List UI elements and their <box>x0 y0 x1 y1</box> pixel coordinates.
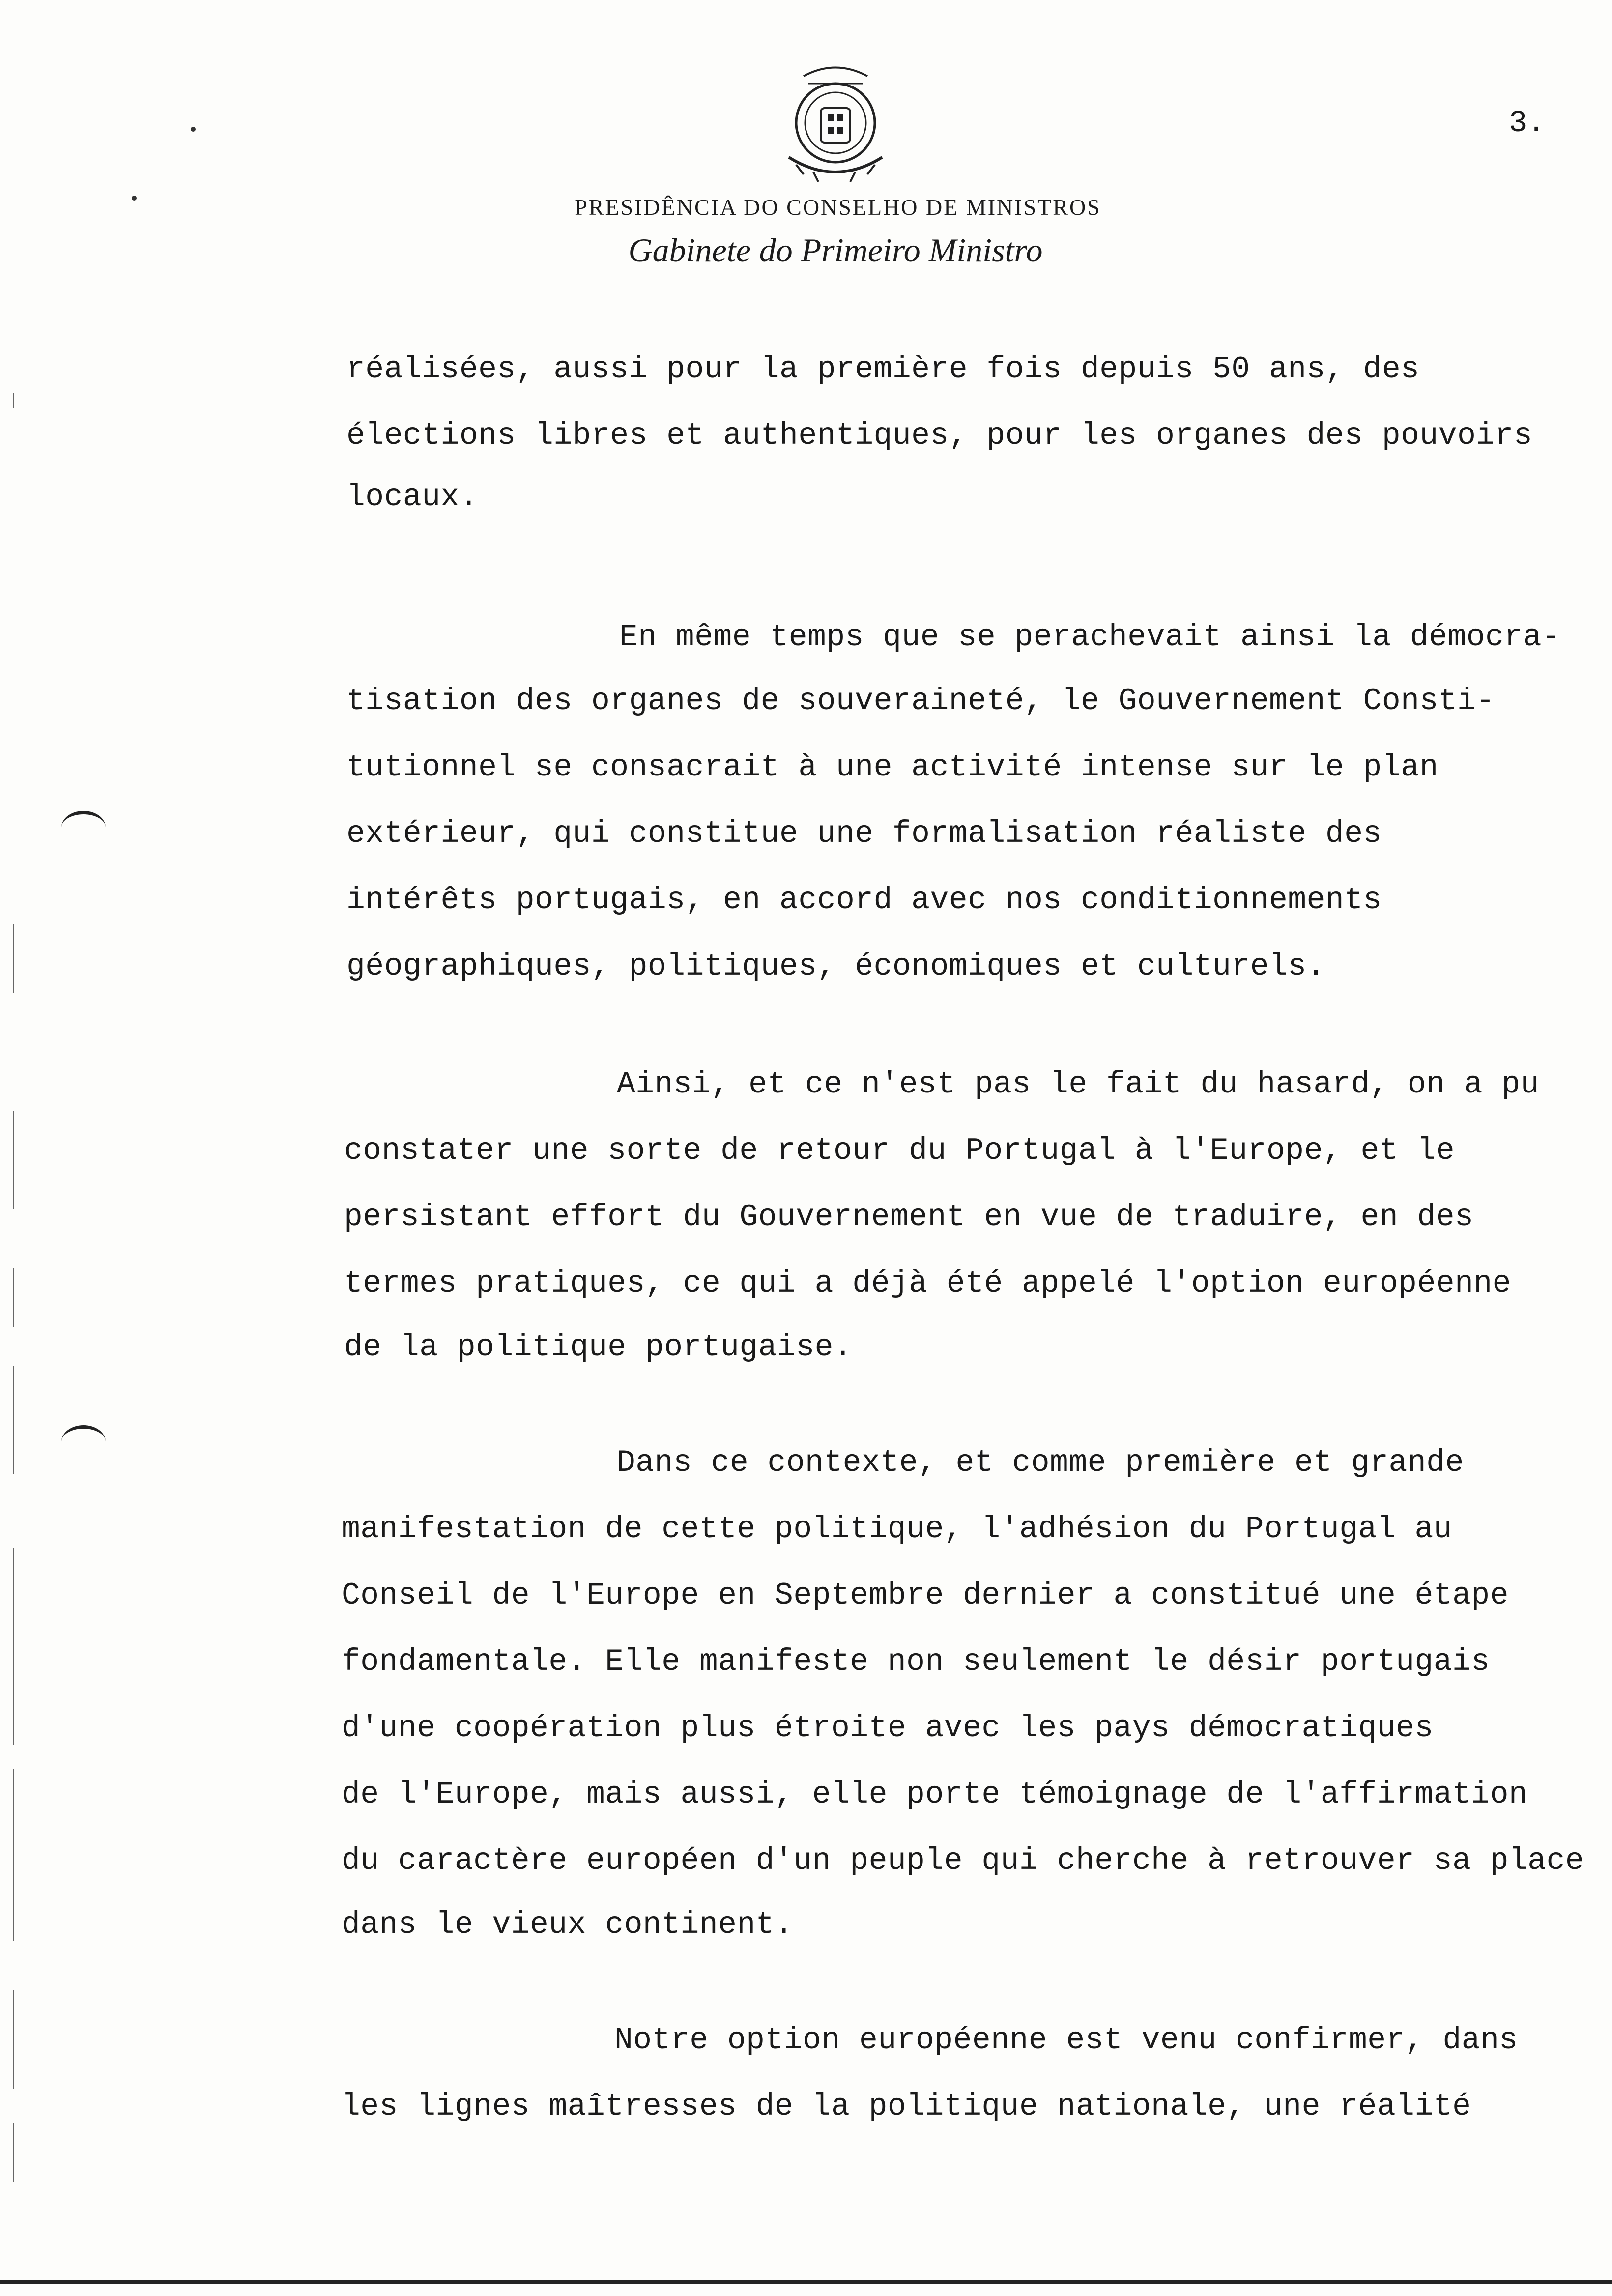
body-line: Conseil de l'Europe en Septembre dernier a constitué une étape <box>342 1578 1509 1613</box>
body-line: fondamentale. Elle manifeste non seulement le désir portugais <box>342 1644 1490 1679</box>
body-line: manifestation de cette politique, l'adhésion du Portugal au <box>342 1512 1453 1547</box>
body-line: du caractère européen d'un peuple qui cherche à retrouver sa place <box>342 1845 1584 1876</box>
margin-hole-mark <box>61 811 106 844</box>
edge-mark <box>13 1111 14 1209</box>
body-line: Notre option européenne est venu confirmer, dans <box>614 2023 1518 2058</box>
edge-mark <box>13 1366 14 1474</box>
coat-of-arms-icon <box>774 59 897 192</box>
header-title: PRESIDÊNCIA DO CONSELHO DE MINISTROS <box>575 195 1101 220</box>
body-line: les lignes maîtresses de la politique nationale, une réalité <box>342 2089 1471 2124</box>
body-line: dans le vieux continent. <box>342 1907 794 1942</box>
body-line: tutionnel se consacrait à une activité intense sur le plan <box>346 750 1439 785</box>
edge-mark <box>13 1268 14 1327</box>
header-subtitle: Gabinete do Primeiro Ministro <box>628 231 1043 269</box>
edge-mark <box>13 1769 14 1941</box>
body-line: termes pratiques, ce qui a déjà été appelé l'option européenne <box>344 1266 1511 1301</box>
edge-mark <box>13 1990 14 2089</box>
page-number: 3. <box>1509 106 1546 141</box>
body-line: de la politique portugaise. <box>344 1330 853 1365</box>
margin-dot <box>132 196 137 201</box>
margin-hole-mark <box>61 1425 106 1458</box>
body-line: réalisées, aussi pour la première fois depuis 50 ans, des <box>346 352 1420 387</box>
bottom-rule <box>0 2280 1612 2284</box>
body-line: constater une sorte de retour du Portugal à l'Europe, et le <box>344 1133 1455 1168</box>
edge-mark <box>13 1548 14 1745</box>
body-line: locaux. <box>346 480 479 515</box>
body-line: géographiques, politiques, économiques et culturels. <box>346 949 1325 984</box>
body-line: Ainsi, et ce n'est pas le fait du hasard, on a pu <box>617 1067 1540 1102</box>
body-line: tisation des organes de souveraineté, le Gouvernement Consti- <box>346 684 1495 718</box>
body-line: élections libres et authentiques, pour les organes des pouvoirs <box>346 418 1533 453</box>
body-line: En même temps que se perachevait ainsi la démocra- <box>619 620 1561 655</box>
body-line: intérêts portugais, en accord avec nos conditionnements <box>346 883 1382 918</box>
edge-mark <box>13 2123 14 2182</box>
body-line: extérieur, qui constitue une formalisation réaliste des <box>346 816 1382 851</box>
body-line: Dans ce contexte, et comme première et grande <box>617 1445 1464 1480</box>
edge-mark <box>13 393 14 408</box>
margin-dot <box>191 127 196 132</box>
body-line: persistant effort du Gouvernement en vue de traduire, en des <box>344 1200 1474 1234</box>
edge-mark <box>13 924 14 993</box>
body-line: de l'Europe, mais aussi, elle porte témoignage de l'affirmation <box>342 1777 1528 1812</box>
body-line: d'une coopération plus étroite avec les pays démocratiques <box>342 1711 1434 1746</box>
